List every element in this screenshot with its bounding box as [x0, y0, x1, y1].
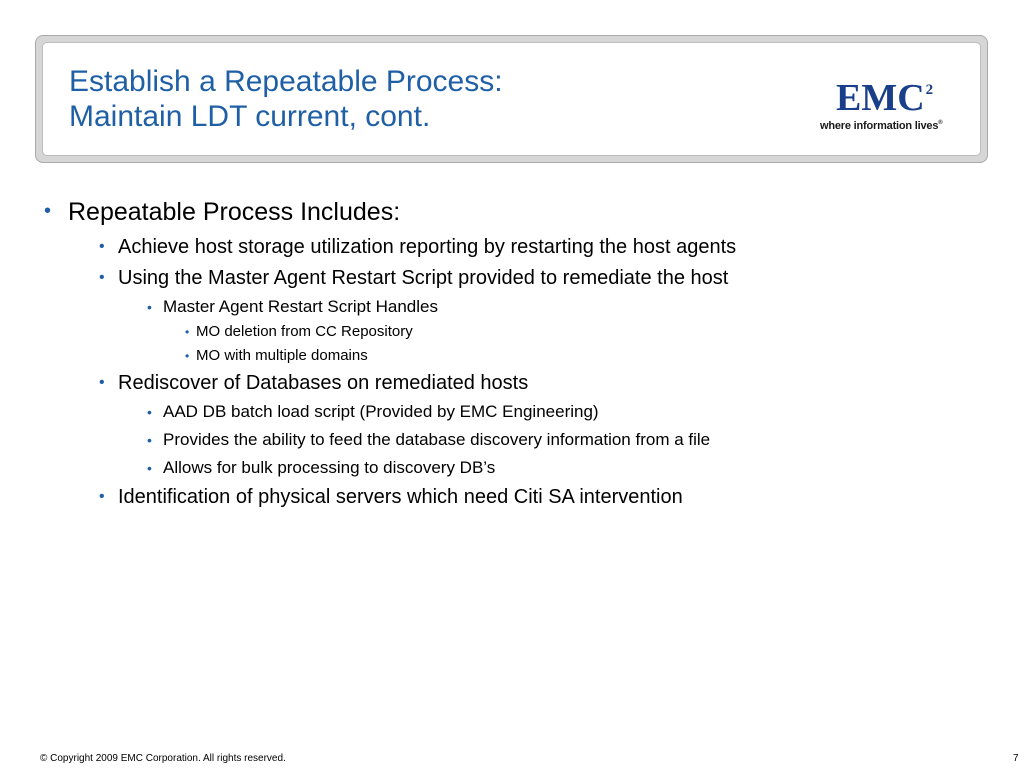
emc-logo-tagline: [820, 120, 943, 132]
page-number: 7: [1013, 753, 1019, 764]
bullet-level-2: • Rediscover of Databases on remediated hosts: [118, 372, 528, 395]
bullet-level-3: • AAD DB batch load script (Provided by EMC Engineering): [163, 402, 599, 422]
slide-title-line-1: Establish a Repeatable Process:: [69, 65, 503, 98]
emc-logo-mark: [836, 79, 933, 117]
bullet-level-3: • Master Agent Restart Script Handles: [163, 297, 438, 317]
header-frame: [35, 35, 988, 163]
slide-title-line-2: Maintain LDT current, cont.: [69, 100, 431, 133]
bullet-level-3: • Provides the ability to feed the database discovery information from a file: [163, 430, 710, 450]
bullet-level-4: • MO with multiple domains: [196, 347, 368, 364]
bullet-level-2: • Identification of physical servers which need Citi SA intervention: [118, 486, 683, 509]
emc-logo-superscript: 2: [925, 82, 934, 98]
bullet-level-2: • Achieve host storage utilization reporting by restarting the host agents: [118, 236, 736, 259]
bullet-level-1: • Repeatable Process Includes:: [68, 198, 400, 227]
copyright-notice: © Copyright 2009 EMC Corporation. All rights reserved.: [40, 753, 286, 764]
bullet-level-2: • Using the Master Agent Restart Script provided to remediate the host: [118, 267, 728, 290]
emc-logo-letters: EMC: [836, 77, 925, 119]
emc-logo-tagline-text: where information lives: [820, 120, 939, 132]
header-panel: [42, 42, 981, 156]
slide-title: [69, 64, 503, 134]
emc-logo: [815, 73, 965, 135]
registered-mark: ®: [938, 120, 943, 126]
bullet-level-3: • Allows for bulk processing to discovery DB’s: [163, 458, 495, 478]
bullet-level-4: • MO deletion from CC Repository: [196, 323, 413, 340]
